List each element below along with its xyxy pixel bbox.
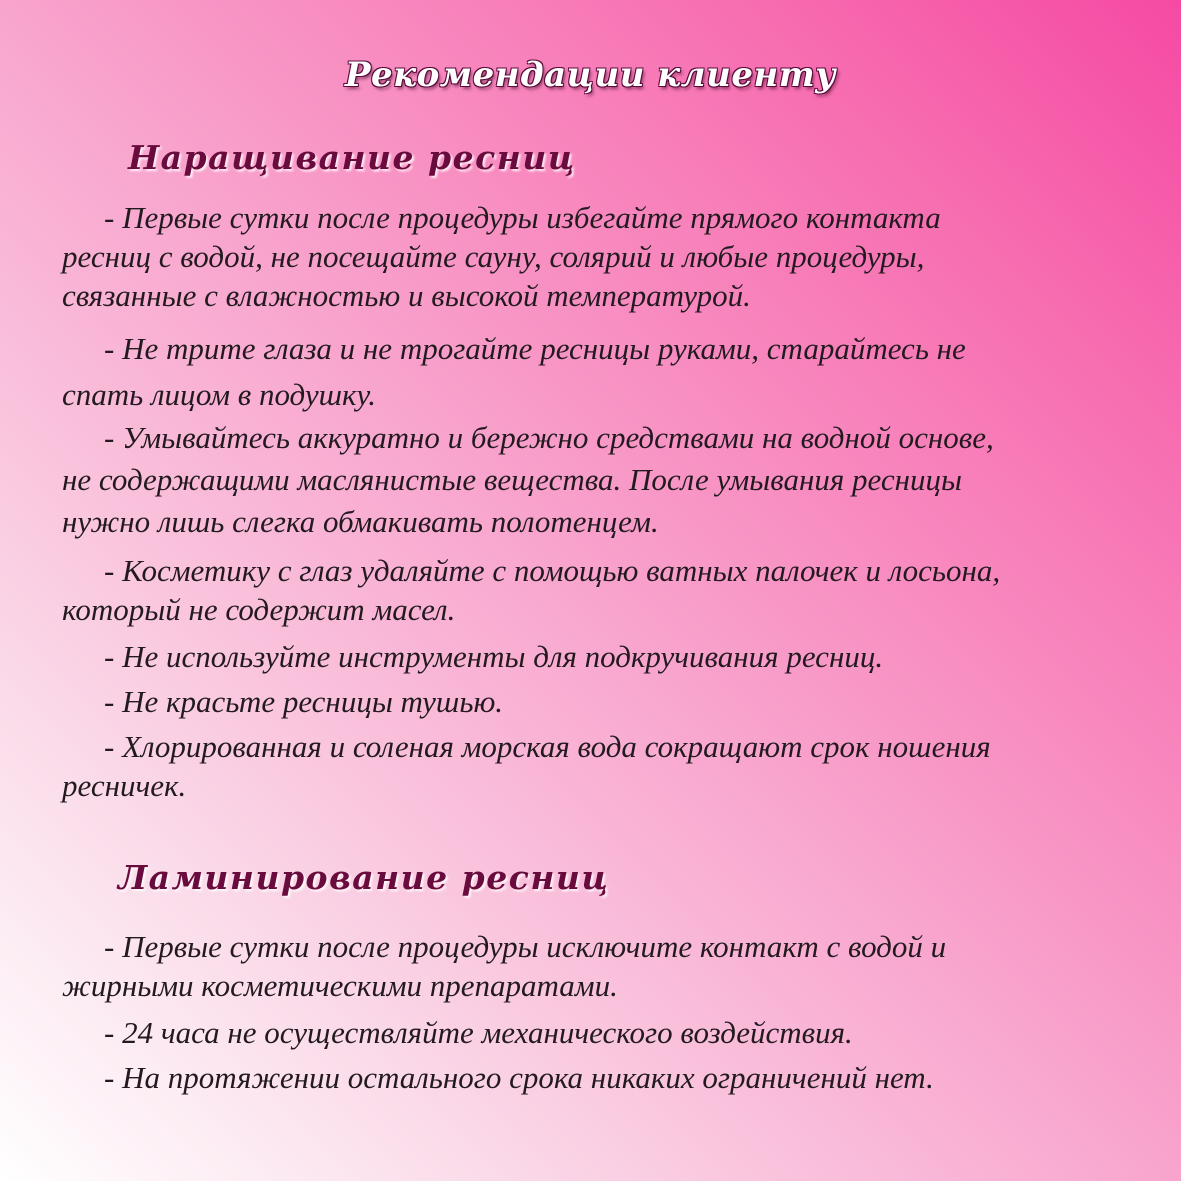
recommendation-item [62, 198, 1142, 315]
recommendation-line: - Косметику с глаз удаляйте с помощью ватных палочек и лосьона, [104, 553, 1001, 588]
recommendation-line: - Первые сутки после процедуры избегайте прямого контакта [104, 200, 941, 235]
recommendation-line: - На протяжении остального срока никаких ограничений нет. [104, 1060, 934, 1095]
recommendation-line: не содержащими маслянистые вещества. После умывания ресницы [62, 462, 962, 497]
recommendation-line: связанные с влажностью и высокой температурой. [62, 278, 751, 313]
section-heading-eyelash-lamination: Ламинирование ресниц [118, 858, 610, 897]
recommendation-line: - Хлорированная и соленая морская вода сокращают срок ношения [104, 729, 991, 764]
recommendation-line: спать лицом в подушку. [62, 377, 377, 412]
recommendation-line: ресниц с водой, не посещайте сауну, солярий и любые процедуры, [62, 239, 925, 274]
recommendation-item [62, 927, 1142, 1005]
recommendation-line: жирными косметическими препаратами. [62, 968, 618, 1003]
recommendation-item [62, 682, 1142, 721]
recommendation-item [62, 727, 1142, 805]
section-heading-eyelash-extension: Наращивание ресниц [128, 138, 576, 177]
page-title: Рекомендации клиенту [344, 55, 837, 95]
recommendation-item [62, 1058, 1142, 1097]
recommendation-item [62, 326, 1142, 418]
recommendation-line: нужно лишь слегка обмакивать полотенцем. [62, 504, 659, 539]
recommendation-line: - Не красьте ресницы тушью. [104, 684, 504, 719]
recommendation-item [62, 1013, 1142, 1052]
recommendation-item [62, 551, 1142, 629]
recommendation-line: - Первые сутки после процедуры исключите контакт с водой и [104, 929, 947, 964]
recommendation-line: который не содержит масел. [62, 592, 456, 627]
recommendation-item [62, 417, 1142, 543]
recommendation-item [62, 637, 1142, 676]
recommendation-line: ресничек. [62, 768, 187, 803]
recommendation-line: - 24 часа не осуществляйте механического воздействия. [104, 1015, 853, 1050]
recommendation-line: - Не используйте инструменты для подкручивания ресниц. [104, 639, 884, 674]
recommendation-line: - Умывайтесь аккуратно и бережно средствами на водной основе, [104, 420, 994, 455]
recommendation-line: - Не трите глаза и не трогайте ресницы руками, старайтесь не [104, 331, 966, 366]
